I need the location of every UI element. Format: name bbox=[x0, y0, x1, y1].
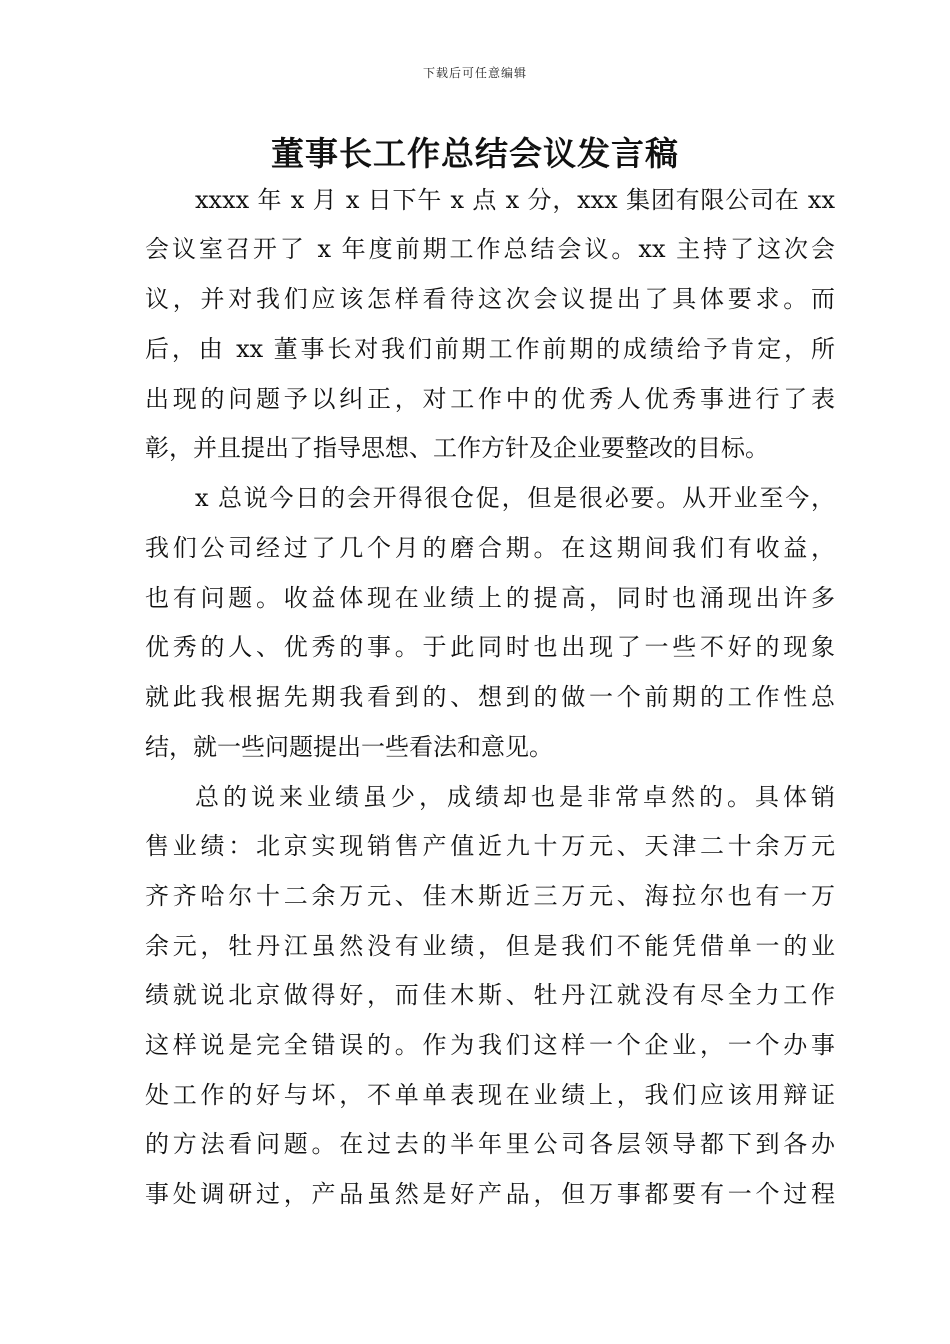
text-line: 彰，并且提出了指导思想、工作方针及企业要整改的目标。 bbox=[145, 434, 769, 462]
text-line: 优秀的人、优秀的事。于此同时也出现了一些不好的现象 bbox=[145, 633, 835, 661]
text-line: 结，就一些问题提出一些看法和意见。 bbox=[145, 733, 553, 761]
document-title: 董事长工作总结会议发言稿 bbox=[271, 134, 679, 173]
text-line: x 总说今日的会开得很仓促，但是很必要。从开业至今， bbox=[195, 484, 835, 512]
text-line: 会议室召开了 x 年度前期工作总结会议。xx 主持了这次会 bbox=[145, 235, 835, 263]
text-line: 后，由 xx 董事长对我们前期工作前期的成绩给予肯定，所 bbox=[145, 335, 835, 363]
text-line: xxxx 年 x 月 x 日下午 x 点 x 分，xxx 集团有限公司在 xx bbox=[195, 186, 835, 214]
text-line: 我们公司经过了几个月的磨合期。在这期间我们有收益， bbox=[145, 534, 835, 562]
text-line: 就此我根据先期我看到的、想到的做一个前期的工作性总 bbox=[145, 683, 835, 711]
text-line: 的方法看问题。在过去的半年里公司各层领导都下到各办 bbox=[145, 1130, 835, 1158]
text-line: 事处调研过，产品虽然是好产品，但万事都要有一个过程 bbox=[145, 1180, 835, 1208]
text-line: 余元，牡丹江虽然没有业绩，但是我们不能凭借单一的业 bbox=[145, 932, 835, 960]
text-line: 绩就说北京做得好，而佳木斯、牡丹江就没有尽全力工作 bbox=[145, 981, 835, 1009]
text-line: 总的说来业绩虽少，成绩却也是非常卓然的。具体销 bbox=[195, 783, 835, 811]
text-line: 处工作的好与坏，不单单表现在业绩上，我们应该用辩证 bbox=[145, 1081, 835, 1109]
page-header: 下载后可任意编辑 bbox=[422, 66, 527, 80]
text-line: 出现的问题予以纠正，对工作中的优秀人优秀事进行了表 bbox=[145, 385, 835, 413]
text-line: 售业绩：北京实现销售产值近九十万元、天津二十余万元 bbox=[145, 832, 835, 860]
text-line: 议，并对我们应该怎样看待这次会议提出了具体要求。而 bbox=[145, 285, 835, 313]
text-line: 也有问题。收益体现在业绩上的提高，同时也涌现出许多 bbox=[145, 584, 835, 612]
text-line: 这样说是完全错误的。作为我们这样一个企业，一个办事 bbox=[145, 1031, 835, 1059]
text-line: 齐齐哈尔十二余万元、佳木斯近三万元、海拉尔也有一万 bbox=[145, 882, 835, 910]
